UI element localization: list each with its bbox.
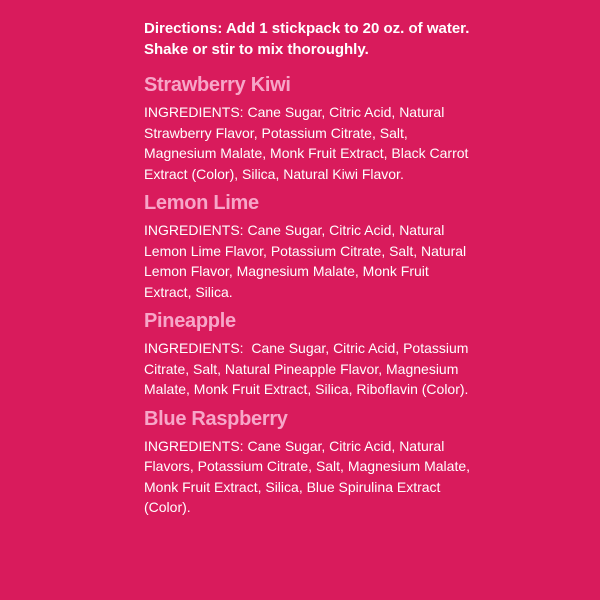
flavor-lemon-lime — [144, 190, 474, 302]
flavor-blue-raspberry — [144, 406, 474, 518]
flavor-title: Strawberry Kiwi — [144, 74, 291, 96]
label-panel — [144, 18, 474, 524]
flavor-pineapple — [144, 308, 474, 400]
flavor-title: Pineapple — [144, 310, 236, 332]
ingredients-text: INGREDIENTS: Cane Sugar, Citric Acid, Natural Lemon Lime Flavor, Potassium Citrate, Salt, Natural Lemon Flavor, Magnesium Malate, Monk Fruit Extract, Silica. — [144, 222, 471, 300]
directions-text: Directions: Add 1 stickpack to 20 oz. of water. Shake or stir to mix thoroughly. — [144, 20, 470, 58]
ingredients-text: INGREDIENTS: Cane Sugar, Citric Acid, Potassium Citrate, Salt, Natural Pineapple Flavor, Magnesium Malate, Monk Fruit Extract, Silica, Riboflavin (Color). — [144, 340, 473, 397]
flavor-title: Lemon Lime — [144, 192, 259, 214]
ingredients-text: INGREDIENTS: Cane Sugar, Citric Acid, Natural Strawberry Flavor, Potassium Citrate, Salt, Magnesium Malate, Monk Fruit Extract, Black Carrot Extract (Color), Silica, Natural Kiwi Flavor. — [144, 104, 473, 182]
flavor-title: Blue Raspberry — [144, 407, 288, 430]
ingredients-text: INGREDIENTS: Cane Sugar, Citric Acid, Natural Flavors, Potassium Citrate, Salt, Magnesium Malate, Monk Fruit Extract, Silica, Blue Spirulina Extract (Color). — [144, 437, 474, 515]
flavor-strawberry-kiwi — [144, 72, 474, 184]
